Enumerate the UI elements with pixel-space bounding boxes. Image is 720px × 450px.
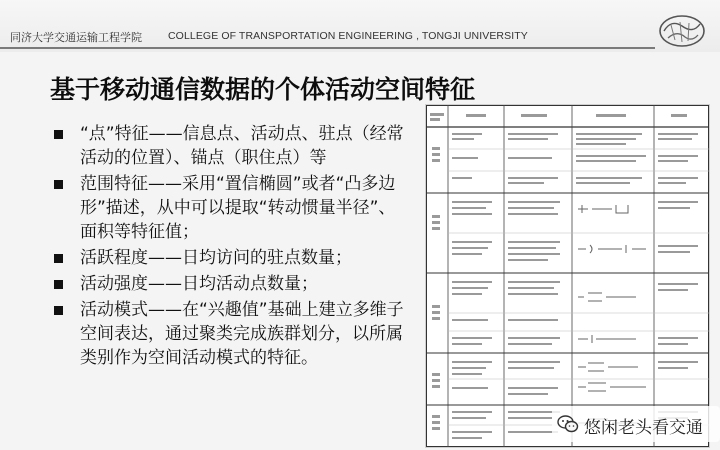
bullet-text: “点”特征——信息点、活动点、驻点（经常活动的位置）、锚点（职住点）等 (80, 124, 404, 168)
square-bullet-icon (54, 280, 63, 289)
university-logo-icon (655, 10, 707, 48)
header-rule (0, 47, 655, 49)
org-name-en: COLLEGE OF TRANSPORTATION ENGINEERING , TONGJI UNIVERSITY (168, 30, 528, 42)
bullet-list (52, 122, 412, 372)
bullet-item (52, 298, 412, 370)
bullet-text: 范围特征——采用“置信椭圆”或者“凸多边形”描述，从中可以提取“转动惯量半径”、面积等特征值； (80, 174, 396, 242)
wechat-watermark (552, 406, 720, 442)
slide-title: 基于移动通信数据的个体活动空间特征 (50, 75, 476, 104)
square-bullet-icon (54, 180, 63, 189)
feature-table-image (425, 104, 710, 448)
bullet-text: 活跃程度——日均访问的驻点数量； (80, 248, 352, 268)
bullet-item (52, 122, 412, 170)
bullet-text: 活动强度——日均活动点数量； (80, 274, 318, 294)
bullet-item (52, 172, 412, 244)
bullet-text: 活动模式——在“兴趣值”基础上建立多维子空间表达，通过聚类完成族群划分，以所属类别作为空间活动模式的特征。 (80, 300, 404, 368)
bullet-item (52, 272, 412, 296)
org-name-cn: 同济大学交通运输工程学院 (10, 31, 142, 44)
slide-header (0, 0, 720, 52)
feature-table-graphic (426, 105, 709, 447)
square-bullet-icon (54, 254, 63, 263)
bullet-item (52, 246, 412, 270)
square-bullet-icon (54, 306, 63, 315)
watermark-text: 悠闲老头看交通 (584, 418, 703, 438)
wechat-icon (556, 412, 580, 436)
square-bullet-icon (54, 130, 63, 139)
